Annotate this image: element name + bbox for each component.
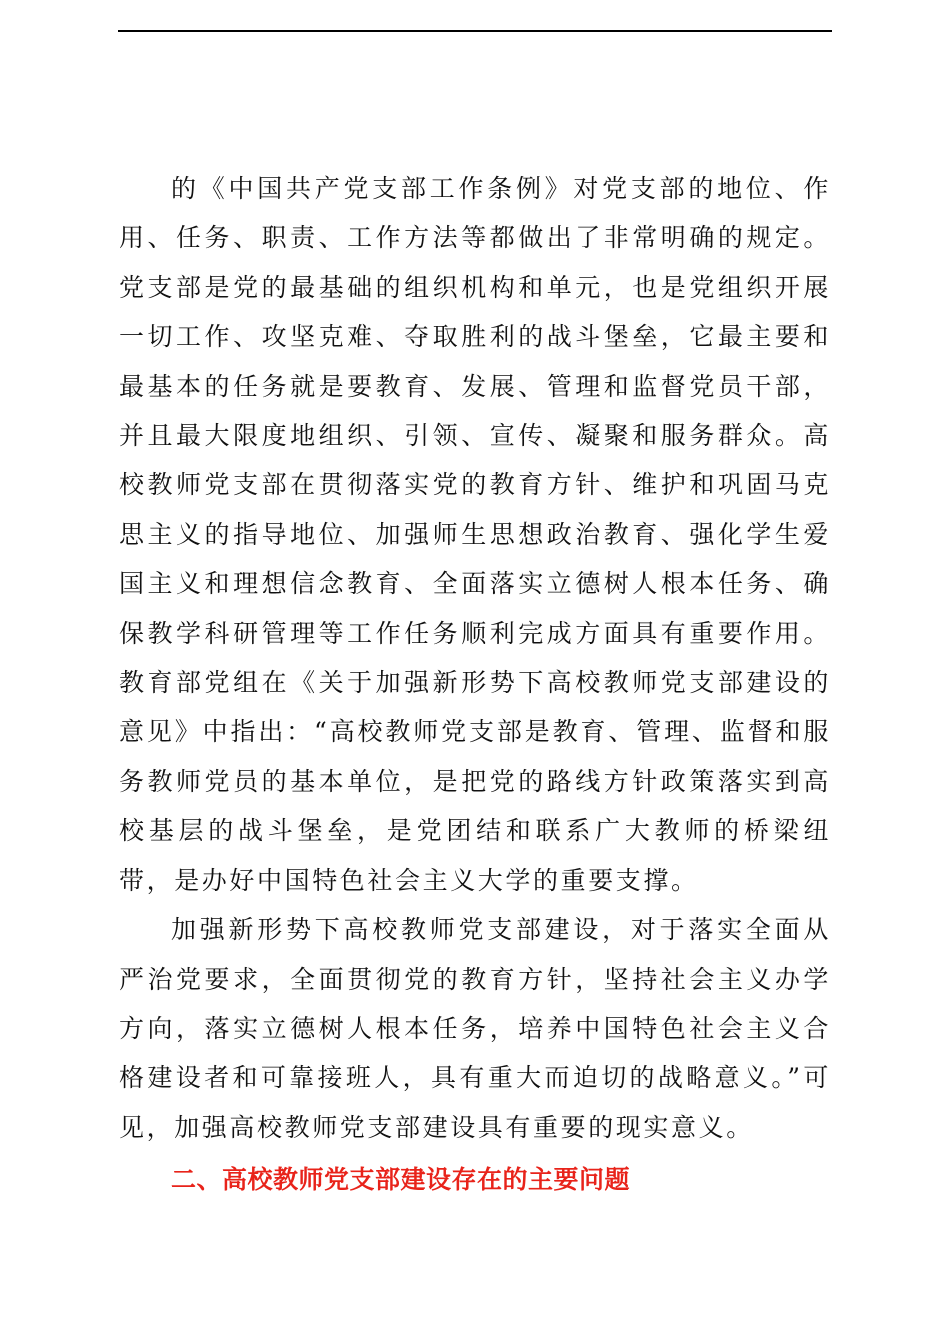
body-paragraph-1: 的《中国共产党支部工作条例》对党支部的地位、作用、任务、职责、工作方法等都做出了非常明确的规定。党支部是党的最基础的组织机构和单元，也是党组织开展一切工作、攻坚克难、夺取胜利的战斗堡垒，它最主要和最基本的任务就是要教育、发展、管理和监督党员干部，并且最大限度地组织、引领、宣传、凝聚和服务群众。高校教师党支部在贯彻落实党的教育方针、维护和巩固马克思主义的指导地位、加强师生思想政治教育、强化学生爱国主义和理想信念教育、全面落实立德树人根本任务、确保教学科研管理等工作任务顺利完成方面具有重要作用。教育部党组在《关于加强新形势下高校教师党支部建设的意见》中指出：“高校教师党支部是教育、管理、监督和服务教师党员的基本单位，是把党的路线方针政策落实到高校基层的战斗堡垒，是党团结和联系广大教师的桥梁纽带，是办好中国特色社会主义大学的重要支撑。 bbox=[119, 174, 831, 895]
section-heading: 二、高校教师党支部建设存在的主要问题 bbox=[171, 1165, 631, 1195]
document-body bbox=[119, 164, 831, 1205]
body-paragraph-2: 加强新形势下高校教师党支部建设，对于落实全面从严治党要求，全面贯彻党的教育方针，坚持社会主义办学方向，落实立德树人根本任务，培养中国特色社会主义合格建设者和可靠接班人，具有重大而迫切的战略意义。”可见，加强高校教师党支部建设具有重要的现实意义。 bbox=[119, 915, 831, 1142]
header-rule bbox=[118, 30, 832, 32]
